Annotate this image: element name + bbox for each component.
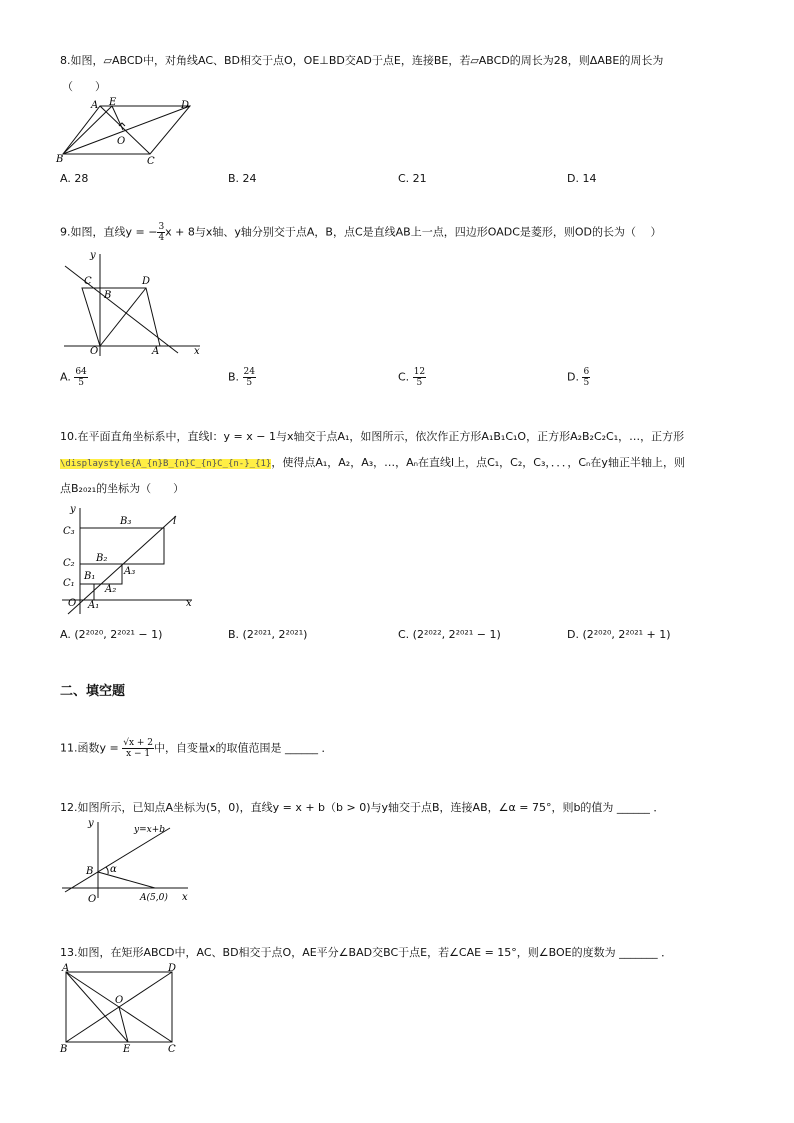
q11-num: √x + 2 [123, 738, 154, 748]
q9-frac-num: 3 [158, 222, 165, 232]
q8-figure [55, 96, 195, 166]
q9-option-a[interactable] [60, 367, 88, 388]
q9-label-c: C [84, 276, 92, 287]
q8-segment-be [63, 106, 112, 154]
q10-latex-highlight: \displaystyle{A_{n}B_{n}C_{n}C_{n-}_{1} [60, 459, 272, 469]
q10-label-c1: C₁ [63, 578, 75, 589]
q9-option-c-label: C. [398, 370, 410, 384]
q12-label-x: x [182, 892, 188, 903]
q10-option-c[interactable]: C. (2²⁰²², 2²⁰²¹ − 1) [398, 628, 501, 641]
q13-label-d: D [168, 963, 177, 974]
q12-line-yxb [65, 828, 170, 892]
q13-label-c: C [168, 1044, 176, 1055]
q10-label-y: y [70, 504, 76, 515]
q10-label-a1: A₁ [88, 600, 100, 611]
q8-label-a: A [91, 100, 99, 111]
q13-figure [58, 962, 188, 1056]
q10-figure [58, 502, 200, 618]
q13-label-b: B [60, 1044, 68, 1055]
q11-post: 中，自变量x的取值范围是 ______ ． [154, 741, 333, 755]
q8-option-a[interactable]: A. 28 [60, 172, 89, 185]
q9-label-y: y [90, 250, 96, 261]
q12-label-a: A(5,0) [140, 893, 168, 903]
q9-rhombus [82, 288, 160, 346]
q9-option-b-den: 5 [246, 378, 253, 388]
q8-option-b[interactable]: B. 24 [228, 172, 257, 185]
q12-label-eq: y=x+b [134, 825, 166, 835]
q9-option-d[interactable] [567, 367, 590, 388]
q11-pre: 11.函数y = [60, 741, 123, 755]
q10-option-d[interactable]: D. (2²⁰²⁰, 2²⁰²¹ + 1) [567, 628, 671, 641]
q10-line2 [60, 456, 685, 471]
q11-stem [60, 738, 333, 759]
q12-angle-arc [106, 867, 108, 874]
q10-label-x: x [186, 598, 192, 609]
q9-option-c[interactable] [398, 367, 426, 388]
q12-label-b: B [86, 866, 94, 877]
q10-label-b2: B₂ [96, 553, 108, 564]
q9-frac-den: 4 [158, 233, 165, 243]
q9-stem-pre: 9.如图，直线y = − [60, 225, 158, 239]
q12-label-y: y [88, 818, 94, 829]
q8-paren: （ ） [62, 80, 106, 93]
q11-fraction [122, 738, 154, 759]
q9-label-o: O [90, 346, 99, 357]
q8-label-c: C [147, 156, 155, 166]
q10-label-a2: A₂ [105, 584, 117, 595]
q10-line1: 10.在平面直角坐标系中，直线l：y = x − 1与x轴交于点A₁，如图所示，依次作正方形A₁B₁C₁O，正方形A₂B₂C₂C₁，…，正方形 [60, 430, 685, 443]
q9-option-d-label: D. [567, 370, 579, 384]
q9-stem-post: x + 8与x轴、y轴分别交于点A，B，点C是直线AB上一点，四边形OADC是菱形，则OD的长为（ ） [165, 225, 662, 239]
q13-label-a: A [62, 963, 70, 974]
q13-stem: 13.如图，在矩形ABCD中，AC、BD相交于点O，AE平分∠BAD交BC于点E，若∠CAE = 15°，则∠BOE的度数为 _______ ． [60, 946, 673, 959]
q9-label-x: x [194, 346, 200, 357]
q10-square-3 [80, 528, 164, 564]
q9-option-a-num: 64 [75, 367, 87, 377]
q9-option-a-label: A. [60, 370, 71, 384]
q10-line2-post: ，使得点A₁，A₂，A₃，…，Aₙ在直线l上，点C₁，C₂，C₃，．．．，Cₙ在y轴正半轴上，则 [271, 456, 685, 469]
q11-den: x − 1 [126, 749, 151, 759]
q10-label-b3: B₃ [120, 516, 132, 527]
q10-option-a[interactable]: A. (2²⁰²⁰, 2²⁰²¹ − 1) [60, 628, 163, 641]
q8-label-b: B [56, 154, 64, 165]
q8-option-c[interactable]: C. 21 [398, 172, 427, 185]
q10-label-l: l [173, 516, 177, 527]
q12-label-alpha: α [110, 864, 117, 875]
q9-stem-fraction [157, 222, 165, 243]
q9-figure [60, 248, 210, 360]
section-fill-in-blank-heading: 二、填空题 [60, 684, 126, 699]
q9-line-ab [65, 266, 178, 353]
q9-option-b[interactable] [228, 367, 256, 388]
q8-stem: 8.如图，▱ABCD中，对角线AC、BD相交于点O，OE⊥BD交AD于点E，连接BE，若▱ABCD的周长为28，则ΔABE的周长为 [60, 54, 664, 67]
q8-label-d: D [181, 100, 190, 111]
q13-label-e: E [123, 1044, 131, 1055]
q10-label-c2: C₂ [63, 558, 75, 569]
q10-label-b1: B₁ [84, 571, 96, 582]
q8-label-e: E [109, 97, 117, 108]
q12-stem: 12.如图所示，已知点A坐标为(5，0)，直线y = x + b（b > 0)与y轴交于点B，连接AB，∠α = 75°，则b的值为 ______ ． [60, 801, 665, 814]
q9-option-b-num: 24 [243, 367, 255, 377]
q9-label-d: D [142, 276, 151, 287]
q10-label-c3: C₃ [63, 526, 75, 537]
q9-option-d-den: 5 [583, 378, 590, 388]
q10-label-a3: A₃ [124, 566, 136, 577]
q9-option-c-num: 12 [413, 367, 426, 377]
q9-stem [60, 222, 662, 243]
q9-label-b: B [104, 290, 112, 301]
q8-segment-oe [112, 106, 123, 130]
q12-label-o: O [88, 894, 97, 905]
q9-option-d-num: 6 [583, 367, 590, 377]
q10-option-b[interactable]: B. (2²⁰²¹, 2²⁰²¹) [228, 628, 308, 641]
q9-label-a: A [152, 346, 160, 357]
q10-label-o: O [68, 598, 77, 609]
q9-option-b-label: B. [228, 370, 240, 384]
q13-label-o: O [115, 995, 124, 1006]
q8-label-o: O [117, 136, 126, 147]
q10-line3: 点B₂₀₂₁的坐标为（ ） [60, 482, 185, 495]
q12-segment-ab [98, 872, 155, 888]
q12-figure [60, 818, 200, 908]
q9-option-a-den: 5 [78, 378, 84, 388]
q9-option-c-den: 5 [416, 378, 423, 388]
q8-option-d[interactable]: D. 14 [567, 172, 597, 185]
